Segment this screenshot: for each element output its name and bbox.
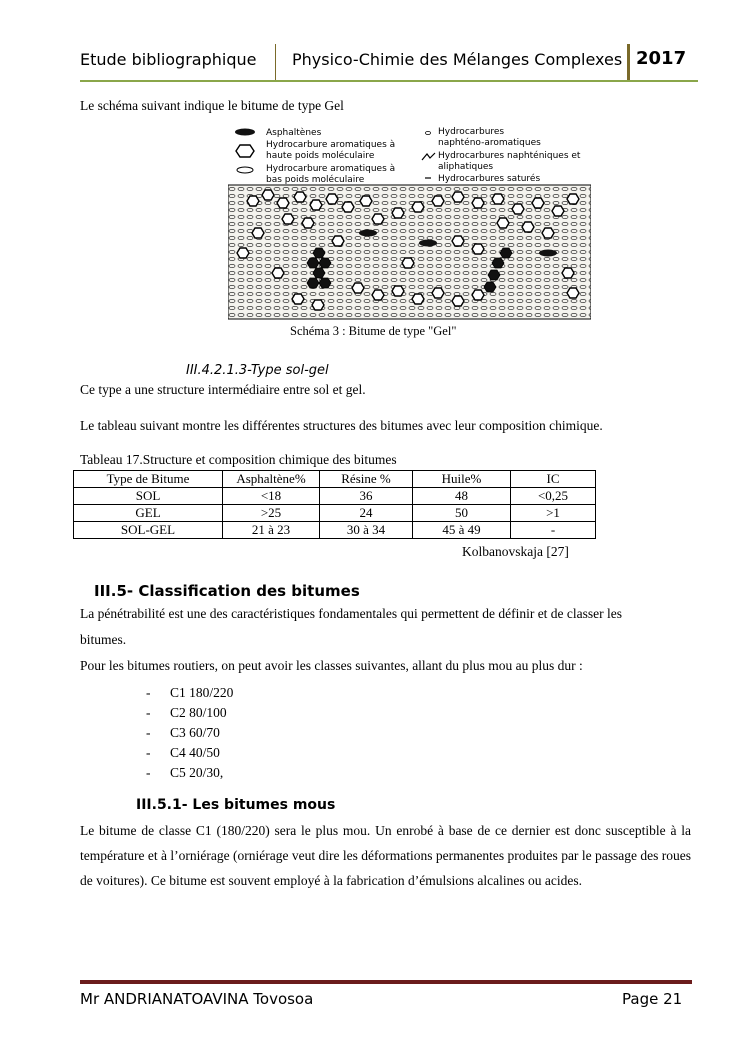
list-item: - C2 80/100 bbox=[146, 705, 227, 720]
page-header bbox=[80, 44, 698, 80]
list-item: - C3 60/70 bbox=[146, 725, 220, 740]
svg-text:Hydrocarbures naphténiques et: Hydrocarbures naphténiques et bbox=[438, 151, 581, 161]
table-row bbox=[74, 505, 596, 522]
section-heading-bitumes-mous: III.5.1- Les bitumes mous bbox=[136, 797, 336, 813]
table-cell: >1 bbox=[511, 505, 596, 522]
intro-text: Le schéma suivant indique le bitume de type Gel bbox=[80, 98, 344, 113]
table-cell: 36 bbox=[320, 488, 413, 505]
table-cell: SOL bbox=[74, 488, 223, 505]
svg-text:Asphaltènes: Asphaltènes bbox=[266, 128, 322, 138]
list-item: - C4 40/50 bbox=[146, 745, 220, 760]
table-cell: 45 à 49 bbox=[413, 522, 511, 539]
svg-text:Hydrocarbure aromatiques à: Hydrocarbure aromatiques à bbox=[266, 164, 396, 174]
page-number: Page 21 bbox=[622, 990, 683, 1008]
section-heading-classification: III.5- Classification des bitumes bbox=[94, 582, 360, 600]
table-cell: 24 bbox=[320, 505, 413, 522]
table-cell: <0,25 bbox=[511, 488, 596, 505]
table-cell: GEL bbox=[74, 505, 223, 522]
svg-text:naphténo-aromatiques: naphténo-aromatiques bbox=[438, 138, 541, 148]
svg-text:Hydrocarbure aromatiques à: Hydrocarbure aromatiques à bbox=[266, 140, 396, 150]
header-title: Physico-Chimie des Mélanges Complexes bbox=[292, 50, 623, 69]
table-header-cell: Type de Bitume bbox=[74, 471, 223, 488]
table-header-cell: Huile% bbox=[413, 471, 511, 488]
footer-rule bbox=[80, 980, 692, 984]
bitumes-mous-text: Le bitume de classe C1 (180/220) sera le plus mou. Un enrobé à base de ce dernier est donc susceptible à la température et à l’orniérage (orniérage veut dire les déformations permanentes produites par le passage des roues de voitures). Ce bitume est souvent employé à la fabrication d’émulsions alcalines ou acides. bbox=[80, 823, 691, 888]
table-cell: <18 bbox=[223, 488, 320, 505]
table-cell: SOL-GEL bbox=[74, 522, 223, 539]
figure-caption: Schéma 3 : Bitume de type "Gel" bbox=[290, 324, 457, 338]
footer-author: Mr ANDRIANATOAVINA Tovosoa bbox=[80, 990, 314, 1008]
table-header-row bbox=[74, 471, 596, 488]
table-row bbox=[74, 522, 596, 539]
solgel-text: Ce type a une structure intermédiaire entre sol et gel. bbox=[80, 382, 366, 397]
table-row bbox=[74, 488, 596, 505]
bitumen-composition-table bbox=[73, 470, 596, 539]
header-rule bbox=[80, 80, 698, 82]
table-header-cell: Asphaltène% bbox=[223, 471, 320, 488]
table-cell: 48 bbox=[413, 488, 511, 505]
table-intro: Le tableau suivant montre les différentes structures des bitumes avec leur composition chimique. bbox=[80, 418, 603, 433]
table-header-cell: Résine % bbox=[320, 471, 413, 488]
table-cell: 21 à 23 bbox=[223, 522, 320, 539]
classification-para1-line2: bitumes. bbox=[80, 632, 127, 647]
svg-text:Hydrocarbures: Hydrocarbures bbox=[438, 127, 505, 137]
header-year: 2017 bbox=[636, 48, 687, 69]
table-header-cell: IC bbox=[511, 471, 596, 488]
table-cell: 50 bbox=[413, 505, 511, 522]
table-cell: >25 bbox=[223, 505, 320, 522]
classification-para1-line1: La pénétrabilité est une des caractéristiques fondamentales qui permettent de définir et de classer les bbox=[80, 606, 623, 621]
table-cell: - bbox=[511, 522, 596, 539]
list-item: - C1 180/220 bbox=[146, 685, 234, 700]
diagram-legend bbox=[235, 127, 581, 185]
svg-text:aliphatiques: aliphatiques bbox=[438, 162, 494, 172]
gel-structure-pattern bbox=[228, 185, 591, 319]
svg-text:Hydrocarbures saturés: Hydrocarbures saturés bbox=[438, 174, 541, 184]
list-item: - C5 20/30, bbox=[146, 765, 224, 780]
svg-text:bas poids moléculaire: bas poids moléculaire bbox=[266, 175, 365, 185]
table-cell: 30 à 34 bbox=[320, 522, 413, 539]
bitumen-class-list bbox=[146, 683, 233, 783]
header-divider bbox=[275, 44, 276, 80]
header-divider bbox=[627, 44, 630, 80]
table-caption: Tableau 17.Structure et composition chimique des bitumes bbox=[80, 452, 397, 467]
section-heading-solgel: III.4.2.1.3-Type sol-gel bbox=[186, 363, 329, 378]
table-source: Kolbanovskaja [27] bbox=[462, 544, 569, 559]
svg-text:haute poids moléculaire: haute poids moléculaire bbox=[266, 151, 375, 161]
header-left: Etude bibliographique bbox=[80, 50, 257, 69]
gel-bitumen-diagram bbox=[228, 123, 591, 345]
classification-para2: Pour les bitumes routiers, on peut avoir les classes suivantes, allant du plus mou au plus dur : bbox=[80, 658, 583, 673]
